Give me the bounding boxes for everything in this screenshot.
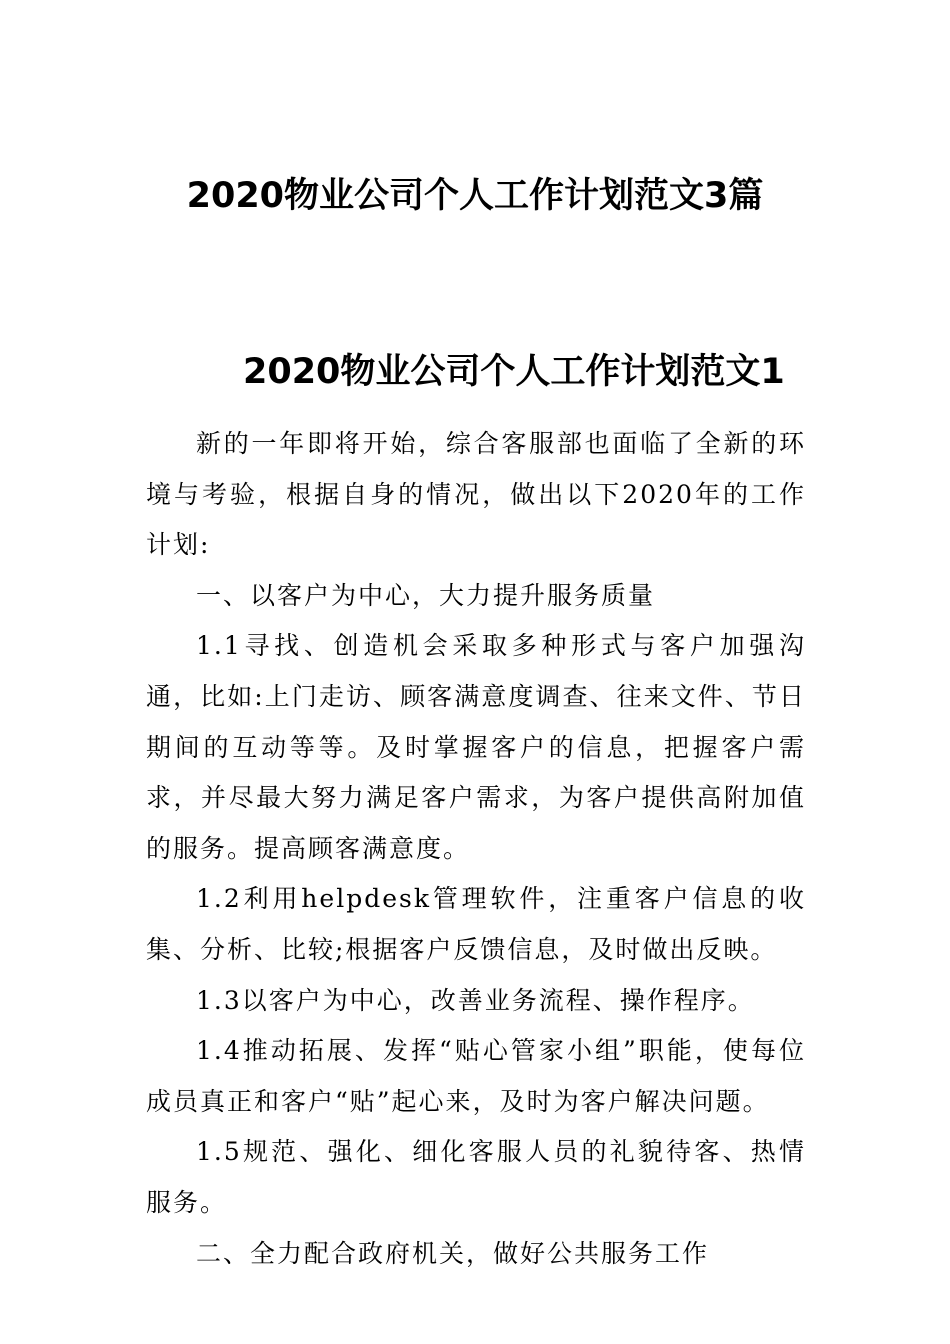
heading-two: 二、全力配合政府机关，做好公共服务工作: [196, 1238, 710, 1268]
paragraph-1-5: 1.5规范、强化、细化客服人员的礼貌待客、热情服务。: [146, 1137, 806, 1217]
paragraph-intro: 新的一年即将开始，综合客服部也面临了全新的环境与考验，根据自身的情况，做出以下2020年的工作计划:: [146, 429, 806, 560]
document-title: 2020物业公司个人工作计划范文3篇: [186, 176, 764, 217]
heading-one: 一、以客户为中心，大力提升服务质量: [196, 580, 656, 610]
paragraph-1-4: 1.4推动拓展、发挥“贴心管家小组”职能，使每位成员真正和客户“贴”起心来，及时为客户解决问题。: [146, 1036, 806, 1116]
paragraph-1-1: 1.1寻找、创造机会采取多种形式与客户加强沟通，比如:上门走访、顾客满意度调查、往来文件、节日期间的互动等等。及时掌握客户的信息，把握客户需求，并尽最大努力满足客户需求，为客户提供高附加值的服务。提高顾客满意度。: [146, 631, 806, 863]
section-title: 2020物业公司个人工作计划范文1: [243, 352, 785, 393]
paragraph-1-2: 1.2利用helpdesk管理软件，注重客户信息的收集、分析、比较;根据客户反馈信息，及时做出反映。: [146, 884, 806, 964]
paragraph-1-3: 1.3以客户为中心，改善业务流程、操作程序。: [196, 985, 755, 1015]
document-body: [146, 419, 806, 1279]
